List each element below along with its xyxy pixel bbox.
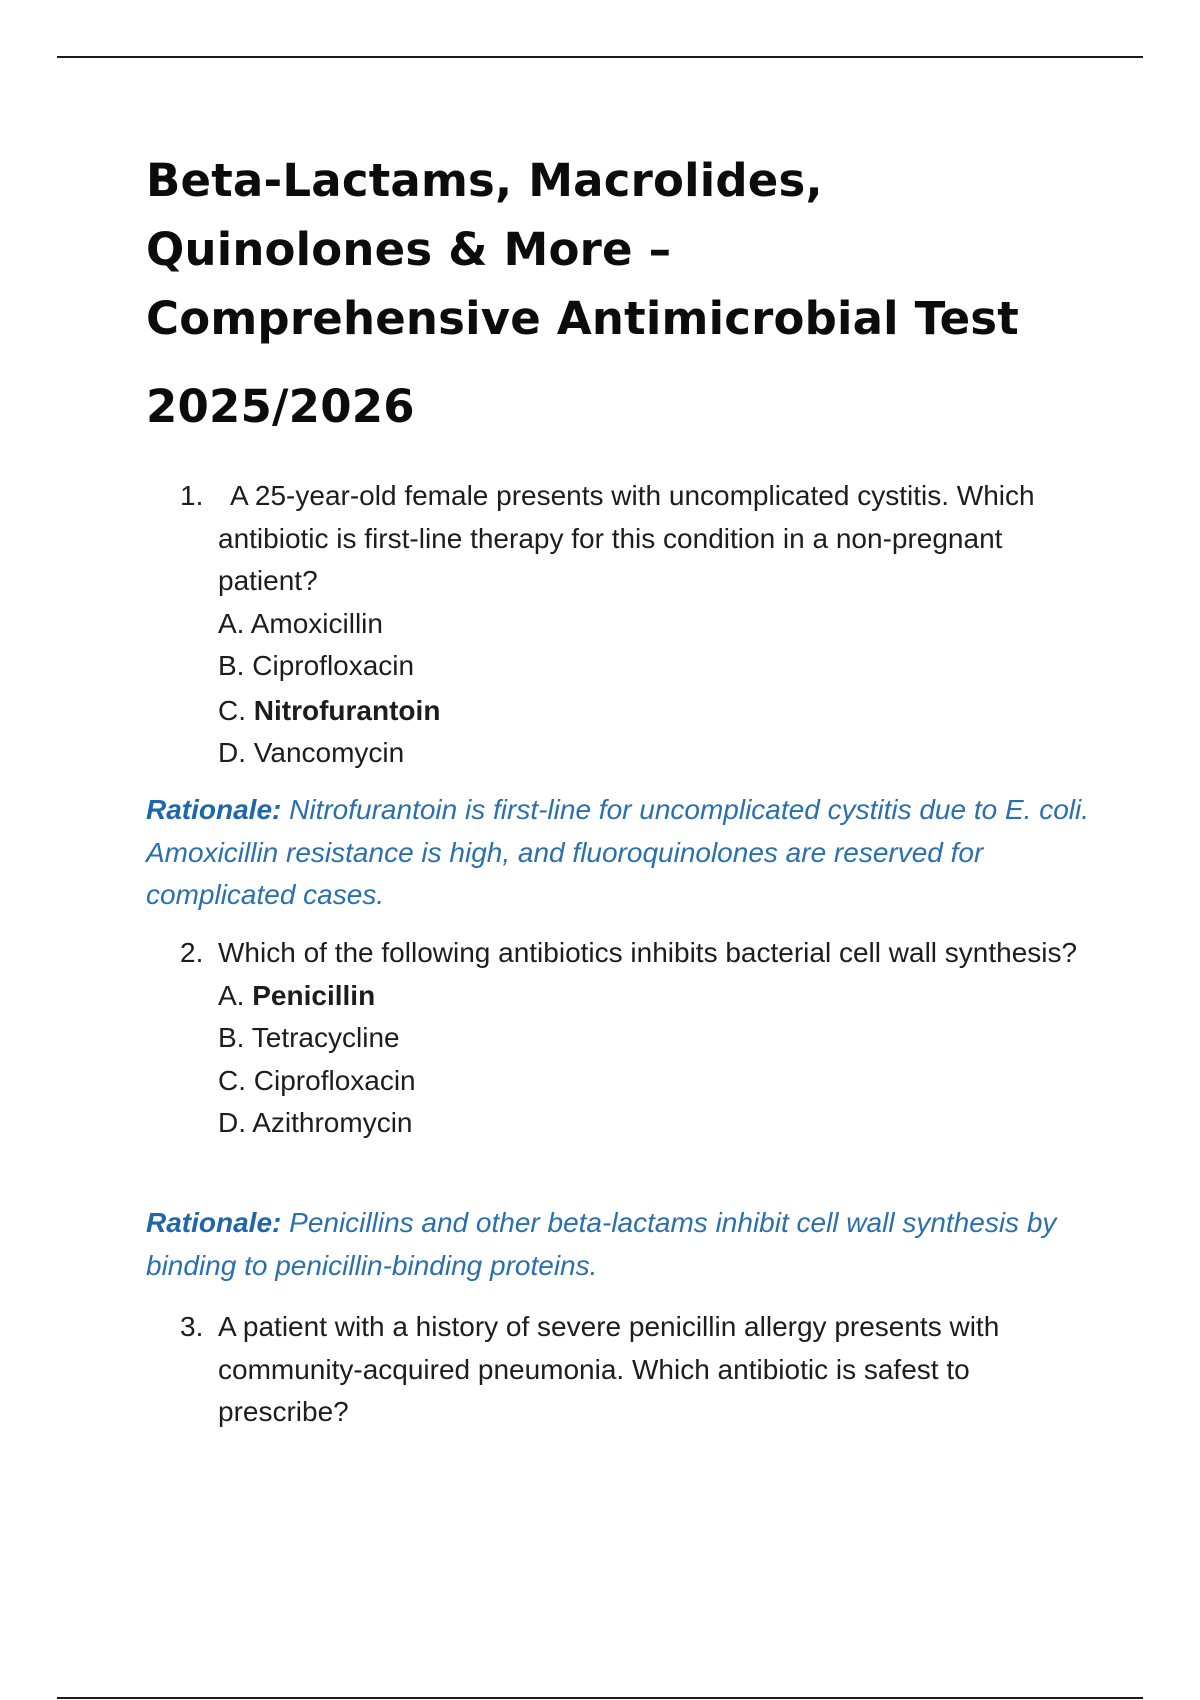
question-number: 3.	[180, 1311, 204, 1342]
question-stem	[146, 1306, 1106, 1434]
rationale-2	[146, 1202, 1106, 1287]
option-d[interactable]: D. Vancomycin	[218, 737, 405, 768]
question-stem	[146, 932, 1106, 975]
correct-answer: Penicillin	[252, 979, 376, 1011]
rationale-label: Rationale:	[146, 1207, 282, 1238]
rationale-text: Penicillins and other beta-lactams inhibit cell wall synthesis by binding to penicillin-binding proteins.	[146, 1207, 1057, 1281]
rationale-1	[146, 789, 1106, 917]
option-c[interactable]: C. Ciprofloxacin	[218, 1064, 416, 1096]
header-rule	[57, 56, 1143, 58]
option-c[interactable]: C. Nitrofurantoin	[218, 694, 441, 726]
question-text: A patient with a history of severe penicillin allergy presents with community-acquired pneumonia. Which antibiotic is safest to prescribe?	[218, 1311, 1000, 1427]
title-year: 2025/2026	[146, 380, 415, 433]
title-line-1: Beta-Lactams, Macrolides,	[146, 154, 823, 207]
question-stem	[146, 475, 1106, 603]
document-title	[146, 146, 1106, 441]
title-line-2: Quinolones & More –	[146, 223, 672, 276]
option-a[interactable]: A. Penicillin	[218, 979, 376, 1011]
answer-options	[146, 975, 1106, 1145]
question-2	[146, 932, 1106, 1145]
rationale-text: Nitrofurantoin is first-line for uncomplicated cystitis due to E. coli. Amoxicillin resistance is high, and fluoroquinolones are reserved for complicated cases.	[146, 794, 1090, 910]
question-text: A 25-year-old female presents with uncomplicated cystitis. Which antibiotic is first-line therapy for this condition in a non-pregnant patient?	[218, 480, 1035, 596]
answer-options	[146, 603, 1106, 775]
question-text: Which of the following antibiotics inhibits bacterial cell wall synthesis?	[218, 937, 1078, 968]
option-b[interactable]: B. Ciprofloxacin	[218, 650, 415, 681]
rationale-label: Rationale:	[146, 794, 282, 825]
question-number: 2.	[180, 937, 204, 968]
question-number: 1.	[180, 480, 204, 511]
footer-rule	[57, 1697, 1143, 1699]
correct-answer: Nitrofurantoin	[253, 694, 441, 726]
option-b[interactable]: B. Tetracycline	[218, 1022, 400, 1053]
title-line-3: Comprehensive Antimicrobial Test	[146, 292, 1020, 345]
option-d[interactable]: D. Azithromycin	[218, 1107, 413, 1138]
question-3	[146, 1306, 1106, 1434]
option-a[interactable]: A. Amoxicillin	[218, 607, 383, 639]
question-1	[146, 475, 1106, 775]
